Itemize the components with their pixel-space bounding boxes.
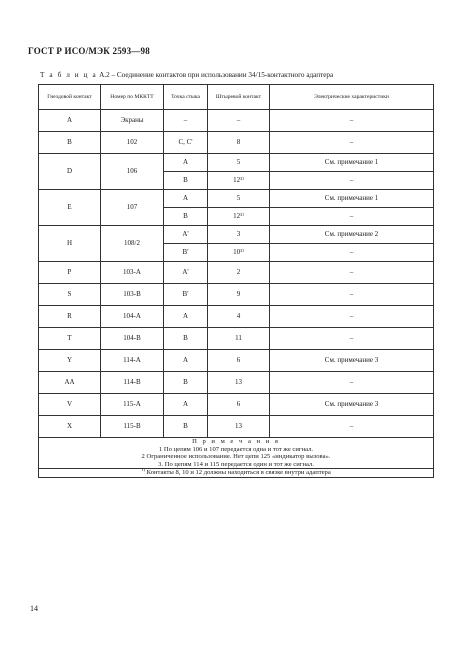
cell-characteristics: –	[270, 306, 434, 328]
cell-ccitt: 103-B	[101, 284, 164, 306]
table-row	[39, 372, 434, 394]
table-caption	[40, 71, 440, 79]
notes-cell	[39, 438, 434, 469]
cell-jack: V	[39, 394, 101, 416]
cell-pin: 2	[208, 262, 270, 284]
cell-ccitt: 104-A	[101, 306, 164, 328]
cell-characteristics: –	[270, 328, 434, 350]
cell-characteristics: –	[270, 262, 434, 284]
cell-ccitt: 106	[101, 154, 164, 190]
cell-point: С, С'	[164, 132, 208, 154]
table-row	[39, 416, 434, 438]
table-row	[39, 284, 434, 306]
caption-label: Т а б л и ц а	[40, 71, 98, 79]
cell-jack: T	[39, 328, 101, 350]
caption-text: – Соединение контактов при использовании 34/15-контактного адаптера	[111, 71, 334, 79]
cell-jack: E	[39, 190, 101, 226]
cell-characteristics: –	[270, 172, 434, 190]
cell-jack: X	[39, 416, 101, 438]
page-number: 14	[30, 604, 38, 613]
cell-ccitt: 114-B	[101, 372, 164, 394]
cell-point: A'	[164, 262, 208, 284]
cell-pin: 12¹⁾	[208, 208, 270, 226]
cell-jack: P	[39, 262, 101, 284]
table-row	[39, 154, 434, 172]
cell-characteristics: –	[270, 110, 434, 132]
footnote-cell	[39, 469, 434, 478]
cell-pin: 8	[208, 132, 270, 154]
cell-pin: 12¹⁾	[208, 172, 270, 190]
cell-ccitt: 107	[101, 190, 164, 226]
cell-ccitt: 102	[101, 132, 164, 154]
header-point: Точка стыка	[164, 85, 208, 110]
cell-pin: 13	[208, 416, 270, 438]
cell-ccitt: 115-A	[101, 394, 164, 416]
cell-characteristics: –	[270, 132, 434, 154]
cell-point: B	[164, 372, 208, 394]
note-item: 3. По цепям 114 и 115 передается один и тот же сигнал.	[158, 460, 314, 468]
cell-point: A	[164, 394, 208, 416]
cell-characteristics: См. примечание 2	[270, 226, 434, 244]
table-row	[39, 394, 434, 416]
cell-point: B	[164, 208, 208, 226]
contacts-table	[38, 84, 434, 478]
cell-jack: A	[39, 110, 101, 132]
cell-pin: 5	[208, 154, 270, 172]
cell-characteristics: –	[270, 372, 434, 394]
caption-number: А.2	[99, 71, 110, 79]
table-row	[39, 306, 434, 328]
cell-point: B	[164, 416, 208, 438]
header-ccitt: Номер по МККТТ	[101, 85, 164, 110]
table-row	[39, 262, 434, 284]
footnote-row	[39, 469, 434, 478]
cell-jack: S	[39, 284, 101, 306]
cell-point: B'	[164, 284, 208, 306]
header-jack: Гнездовой контакт	[39, 85, 101, 110]
cell-pin: 11	[208, 328, 270, 350]
note-item: 1 По цепям 106 и 107 передается одна и тот же сигнал.	[158, 445, 314, 453]
cell-characteristics: См. примечание 1	[270, 190, 434, 208]
table-row	[39, 132, 434, 154]
header-pin: Штыревой контакт	[208, 85, 270, 110]
cell-ccitt: 115-B	[101, 416, 164, 438]
cell-pin: 13	[208, 372, 270, 394]
cell-point: A'	[164, 226, 208, 244]
cell-jack: H	[39, 226, 101, 262]
cell-pin: 10¹⁾	[208, 244, 270, 262]
cell-ccitt: 108/2	[101, 226, 164, 262]
cell-characteristics: См. примечание 1	[270, 154, 434, 172]
cell-pin: 6	[208, 394, 270, 416]
document-header: ГОСТ Р ИСО/МЭК 2593—98	[28, 46, 150, 56]
notes-row	[39, 438, 434, 469]
cell-pin: 9	[208, 284, 270, 306]
cell-jack: D	[39, 154, 101, 190]
cell-characteristics: –	[270, 284, 434, 306]
table-row	[39, 226, 434, 244]
cell-point: B	[164, 172, 208, 190]
header-characteristics: Электрические характеристики	[270, 85, 434, 110]
table-header-row	[39, 85, 434, 110]
cell-characteristics: –	[270, 208, 434, 226]
cell-point: A	[164, 306, 208, 328]
cell-characteristics: –	[270, 244, 434, 262]
cell-ccitt: 104-B	[101, 328, 164, 350]
table-body	[39, 110, 434, 438]
footnote-mark: 1)	[141, 467, 145, 473]
cell-pin: 5	[208, 190, 270, 208]
cell-characteristics: См. примечание 3	[270, 350, 434, 372]
cell-characteristics: См. примечание 3	[270, 394, 434, 416]
cell-characteristics: –	[270, 416, 434, 438]
cell-ccitt: Экраны	[101, 110, 164, 132]
cell-pin: –	[208, 110, 270, 132]
table-row	[39, 350, 434, 372]
cell-jack: B	[39, 132, 101, 154]
table-row	[39, 110, 434, 132]
cell-ccitt: 114-A	[101, 350, 164, 372]
cell-jack: R	[39, 306, 101, 328]
cell-point: B	[164, 328, 208, 350]
cell-pin: 6	[208, 350, 270, 372]
cell-point: B'	[164, 244, 208, 262]
cell-ccitt: 103-A	[101, 262, 164, 284]
cell-point: A	[164, 190, 208, 208]
cell-jack: Y	[39, 350, 101, 372]
table-row	[39, 190, 434, 208]
note-item: 2 Ограниченное использование. Нет цепи 125 «индикатор вызова».	[141, 453, 331, 461]
cell-point: A	[164, 154, 208, 172]
cell-jack: AA	[39, 372, 101, 394]
table-row	[39, 328, 434, 350]
footnote-text: Контакты 8, 10 и 12 должны находиться в связке внутри адаптера	[146, 469, 331, 477]
cell-pin: 3	[208, 226, 270, 244]
cell-pin: 4	[208, 306, 270, 328]
notes-title: П р и м е ч а н и я	[192, 438, 280, 445]
cell-point: –	[164, 110, 208, 132]
cell-point: A	[164, 350, 208, 372]
